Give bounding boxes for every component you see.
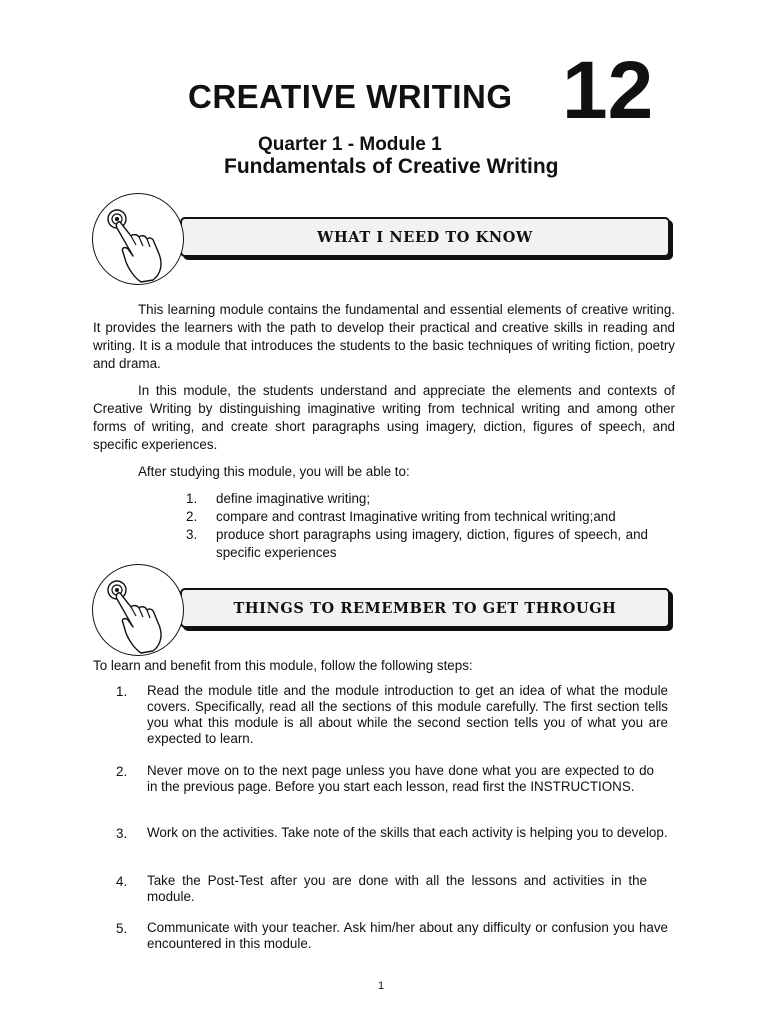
banner-label: THINGS TO REMEMBER TO GET THROUGH [233,599,617,617]
list-item: 2. Never move on to the next page unless you have done what you are expected to do in the previous page. Before you start each lesson, read first the INSTRUCTIONS. [116,763,654,794]
pointing-hand-icon [92,564,184,656]
document-title: CREATIVE WRITING [188,78,513,115]
banner-bar [180,217,670,257]
list-item: 1. define imaginative writing; [186,491,371,506]
banner-bar [180,588,670,628]
banner-label: WHAT I NEED TO KNOW [317,228,533,246]
list-item: 3. produce short paragraphs using imagery, diction, figures of speech, and specific experiences [186,527,648,560]
list-item: 5. Communicate with your teacher. Ask him/her about any difficulty or confusion you have encountered in this module. [116,920,668,951]
grade-number: 12 [562,45,654,136]
pointing-hand-icon [92,193,184,285]
intro-paragraph-2: In this module, the students understand and appreciate the elements and contexts of Creative Writing by distinguishing imaginative writing from technical writing and among other forms of writing, and create short paragraphs using imagery, diction, figures of speech, and specific experiences. [93,383,675,452]
objectives-lead: After studying this module, you will be able to: [138,464,410,479]
intro-paragraph-1: This learning module contains the fundamental and essential elements of creative writing. It provides the learners with the path to develop their practical and creative skills in reading and writing. It is a module that introduces the students to the basic techniques of writing fiction, poetry and drama. [93,302,675,371]
steps-lead: To learn and benefit from this module, follow the following steps: [93,658,473,673]
module-title: Fundamentals of Creative Writing [224,155,559,178]
list-item: 1. Read the module title and the module introduction to get an idea of what the module covers. Specifically, read all the sections of this module carefully. The first section tells you what this module is all about while the second section tells you of what you are expected to learn. [116,683,668,746]
list-item: 3. Work on the activities. Take note of the skills that each activity is helping you to develop. [116,825,668,841]
list-item: 2. compare and contrast Imaginative writing from technical writing;and [186,509,616,524]
list-item: 4. Take the Post-Test after you are done with all the lessons and activities in the module. [116,873,647,904]
quarter-module-label: Quarter 1 - Module 1 [258,134,442,155]
section-banner-what-i-need-to-know [92,193,676,293]
page-number: 1 [378,980,385,992]
section-banner-things-to-remember [92,564,676,664]
